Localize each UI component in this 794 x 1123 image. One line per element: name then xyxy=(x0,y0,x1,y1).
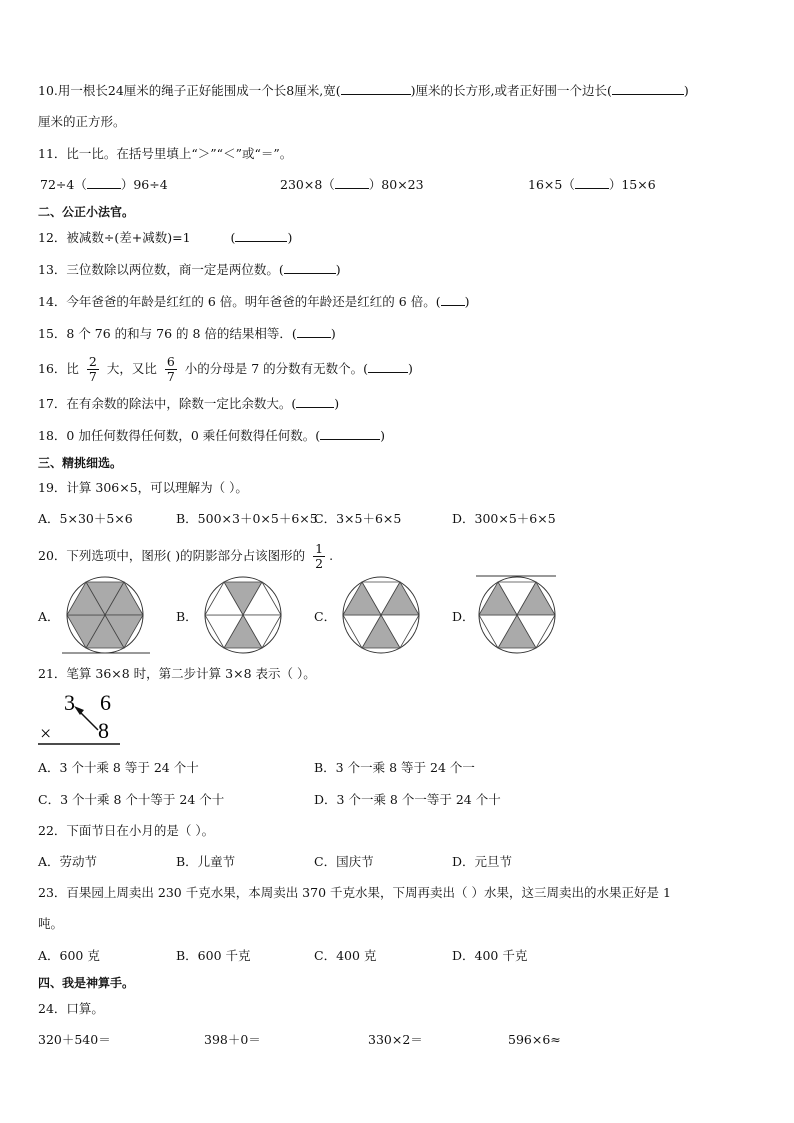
answer-blank[interactable] xyxy=(335,177,369,189)
option-d[interactable]: D．300×5＋6×5 xyxy=(452,511,556,526)
paren-close: ) xyxy=(287,230,293,245)
paren-close: ) xyxy=(464,294,470,309)
compare-item xyxy=(528,177,656,193)
times-sign: × xyxy=(40,723,52,745)
q17-text: 17．在有余数的除法中，除数一定比余数大。( xyxy=(38,396,297,411)
answer-blank[interactable] xyxy=(284,262,336,274)
section-4-heading: 四、我是神算手。 xyxy=(38,976,135,990)
q18-text: 18．0 加任何数得任何数，0 乘任何数得任何数。( xyxy=(38,428,321,443)
digit-3: 3 xyxy=(64,690,75,715)
option-b[interactable]: B．3 个一乘 8 等于 24 个一 xyxy=(314,760,475,775)
answer-blank[interactable] xyxy=(575,177,609,189)
q10-text-c: ) xyxy=(683,83,689,98)
option-d-label[interactable]: D． xyxy=(452,609,475,624)
q20-text: 20．下列选项中，图形( )的阴影部分占该图形的 xyxy=(38,548,306,563)
answer-blank[interactable] xyxy=(235,230,287,242)
fraction-1-2: $\frac{1}{2}$ xyxy=(315,541,324,571)
paren-close: ) xyxy=(380,428,386,443)
q16-text-a: 16．比 xyxy=(38,361,79,376)
question-19: 19．计算 306×5，可以理解为（ ）。 xyxy=(38,480,248,495)
compare-item xyxy=(40,177,168,193)
option-b[interactable]: B．儿童节 xyxy=(176,854,236,869)
question-12 xyxy=(38,230,292,246)
mental-math-item[interactable]: 398＋0＝ xyxy=(204,1032,261,1047)
option-a[interactable]: A．600 克 xyxy=(38,948,100,963)
option-a-label[interactable]: A． xyxy=(38,609,60,624)
digit-6: 6 xyxy=(100,690,111,715)
question-16 xyxy=(38,351,413,387)
compare-left: 230×8（ xyxy=(280,177,335,192)
question-17 xyxy=(38,396,339,412)
option-b[interactable]: B．600 千克 xyxy=(176,948,251,963)
question-13 xyxy=(38,262,341,278)
q12-text: 12．被减数÷(差+减数)=1 xyxy=(38,230,191,245)
mental-math-item[interactable]: 320＋540＝ xyxy=(38,1032,111,1047)
digit-8: 8 xyxy=(98,718,109,743)
question-23: 23．百果园上周卖出 230 千克水果，本周卖出 370 千克水果，下周再卖出（ ）水果，这三周卖出的水果正好是 1 xyxy=(38,885,671,900)
option-d[interactable]: D．元旦节 xyxy=(452,854,513,869)
option-b[interactable]: B．500×3＋0×5＋6×5 xyxy=(176,511,318,526)
compare-right: ）15×6 xyxy=(608,177,656,192)
option-d[interactable]: D．400 千克 xyxy=(452,948,528,963)
q10-text-a: 10.用一根长24厘米的绳子正好能围成一个长8厘米,宽( xyxy=(38,83,341,98)
vertical-multiplication-figure xyxy=(36,688,126,746)
paren-close: ) xyxy=(335,262,341,277)
section-2-heading: 二、公正小法官。 xyxy=(38,205,135,219)
option-c[interactable]: C．3 个十乘 8 个十等于 24 个十 xyxy=(38,792,225,807)
question-15 xyxy=(38,326,336,342)
option-d[interactable]: D．3 个一乘 8 个一等于 24 个十 xyxy=(314,792,501,807)
compare-right: ）80×23 xyxy=(368,177,424,192)
answer-blank[interactable] xyxy=(296,396,334,408)
option-b-label[interactable]: B． xyxy=(176,609,198,624)
answer-blank[interactable] xyxy=(368,361,408,373)
compare-item xyxy=(280,177,424,193)
q20-period: . xyxy=(329,548,334,563)
hexagon-figure-b[interactable] xyxy=(200,576,290,658)
question-11: 11．比一比。在括号里填上“＞”“＜”或“＝”。 xyxy=(38,146,293,161)
compare-left: 16×5（ xyxy=(528,177,575,192)
answer-blank[interactable] xyxy=(320,428,380,440)
paren-close: ) xyxy=(334,396,340,411)
hexagon-figure-c[interactable] xyxy=(338,576,428,658)
option-c-label[interactable]: C． xyxy=(314,609,337,624)
question-14 xyxy=(38,294,469,310)
q14-text: 14．今年爸爸的年龄是红红的 6 倍。明年爸爸的年龄还是红红的 6 倍。( xyxy=(38,294,441,309)
question-10 xyxy=(38,83,689,99)
option-c[interactable]: C．3×5＋6×5 xyxy=(314,511,402,526)
hexagon-figure-a[interactable] xyxy=(62,576,152,658)
question-23-cont: 吨。 xyxy=(38,916,64,931)
answer-blank[interactable] xyxy=(297,326,331,338)
q16-text-b: 大，又比 xyxy=(106,361,157,376)
paren-close: ) xyxy=(408,361,413,376)
compare-left: 72÷4（ xyxy=(40,177,87,192)
question-20 xyxy=(38,538,333,574)
question-18 xyxy=(38,428,385,444)
option-c[interactable]: C．国庆节 xyxy=(314,854,374,869)
q13-text: 13．三位数除以两位数，商一定是两位数。( xyxy=(38,262,284,277)
q10-text-b: )厘米的长方形,或者正好围一个边长( xyxy=(410,83,612,98)
option-a[interactable]: A．3 个十乘 8 等于 24 个十 xyxy=(38,760,199,775)
hexagon-figure-d[interactable] xyxy=(474,570,564,658)
answer-blank[interactable] xyxy=(612,83,684,95)
q15-text: 15．8 个 76 的和与 76 的 8 倍的结果相等．( xyxy=(38,326,297,341)
answer-blank[interactable] xyxy=(341,83,411,95)
compare-right: ）96÷4 xyxy=(120,177,168,192)
section-3-heading: 三、精挑细选。 xyxy=(38,456,123,470)
mental-math-item[interactable]: 596×6≈ xyxy=(508,1032,561,1047)
question-24: 24．口算。 xyxy=(38,1001,104,1016)
question-21: 21．笔算 36×8 时，第二步计算 3×8 表示（ ）。 xyxy=(38,666,316,681)
fraction-2-7: $\frac{2}{7}$ xyxy=(88,354,97,384)
paren-close: ) xyxy=(330,326,336,341)
q10-text-d: 厘米的正方形。 xyxy=(38,114,126,129)
option-a[interactable]: A．劳动节 xyxy=(38,854,98,869)
answer-blank[interactable] xyxy=(87,177,121,189)
q16-text-c: 小的分母是 7 的分数有无数个。( xyxy=(184,361,369,376)
question-22: 22．下面节日在小月的是（ ）。 xyxy=(38,823,215,838)
answer-blank[interactable] xyxy=(441,294,465,306)
fraction-6-7: $\frac{6}{7}$ xyxy=(166,354,175,384)
option-c[interactable]: C．400 克 xyxy=(314,948,377,963)
mental-math-item[interactable]: 330×2＝ xyxy=(368,1032,423,1047)
option-a[interactable]: A．5×30＋5×6 xyxy=(38,511,133,526)
paren-open: ( xyxy=(230,230,236,245)
